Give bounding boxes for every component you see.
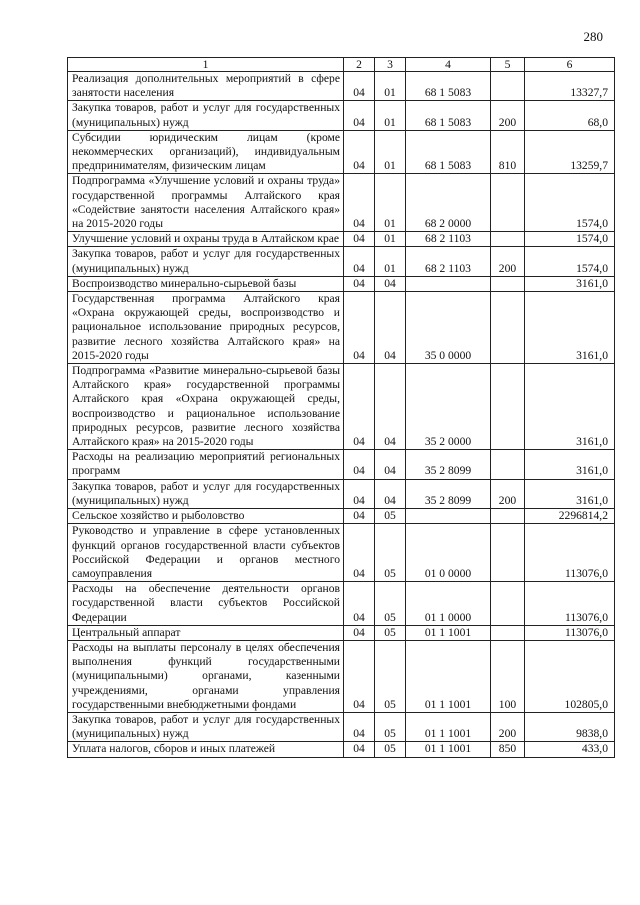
table-row <box>68 712 615 741</box>
table-row <box>68 101 615 130</box>
header-col-3: 3 <box>375 58 406 72</box>
row-section: 04 <box>344 640 375 712</box>
table-row <box>68 174 615 232</box>
header-col-6: 6 <box>525 58 615 72</box>
row-subsection: 05 <box>375 742 406 757</box>
table-row <box>68 640 615 712</box>
row-expense-type: 200 <box>491 247 525 276</box>
row-target-article: 01 1 1001 <box>406 625 491 640</box>
row-name: Воспроизводство минерально-сырьевой базы <box>68 276 344 291</box>
row-amount: 13259,7 <box>525 130 615 174</box>
row-expense-type <box>491 232 525 247</box>
table-row <box>68 276 615 291</box>
row-expense-type <box>491 174 525 232</box>
row-name: Закупка товаров, работ и услуг для государственных (муниципальных) нужд <box>68 479 344 508</box>
row-name: Расходы на обеспечение деятельности органов государственной власти субъектов Российской Федерации <box>68 582 344 626</box>
row-section: 04 <box>344 479 375 508</box>
row-section: 04 <box>344 72 375 101</box>
row-target-article: 01 1 0000 <box>406 582 491 626</box>
row-expense-type <box>491 292 525 364</box>
header-col-4: 4 <box>406 58 491 72</box>
table-row <box>68 232 615 247</box>
row-target-article: 35 2 8099 <box>406 450 491 479</box>
row-section: 04 <box>344 582 375 626</box>
row-section: 04 <box>344 742 375 757</box>
table-row <box>68 479 615 508</box>
row-name: Расходы на выплаты персоналу в целях обеспечения выполнения функций государственными (муниципальными) органами, казенными учреждениями, органами управления государственными внебюджетными фондами <box>68 640 344 712</box>
row-section: 04 <box>344 101 375 130</box>
row-name: Подпрограмма «Улучшение условий и охраны труда» государственной программы Алтайского края «Содействие занятости населения Алтайского края» на 2015-2020 годы <box>68 174 344 232</box>
page-number: 280 <box>583 29 603 44</box>
row-expense-type <box>491 509 525 524</box>
row-section: 04 <box>344 450 375 479</box>
row-subsection: 05 <box>375 509 406 524</box>
row-subsection: 04 <box>375 292 406 364</box>
row-amount: 3161,0 <box>525 479 615 508</box>
row-subsection: 01 <box>375 174 406 232</box>
row-expense-type <box>491 72 525 101</box>
row-target-article: 01 0 0000 <box>406 524 491 582</box>
header-col-5: 5 <box>491 58 525 72</box>
row-expense-type: 200 <box>491 712 525 741</box>
row-section: 04 <box>344 247 375 276</box>
row-name: Закупка товаров, работ и услуг для государственных (муниципальных) нужд <box>68 247 344 276</box>
row-target-article <box>406 276 491 291</box>
row-expense-type <box>491 625 525 640</box>
row-amount: 113076,0 <box>525 524 615 582</box>
row-target-article: 68 2 1103 <box>406 247 491 276</box>
table-row <box>68 742 615 757</box>
row-section: 04 <box>344 276 375 291</box>
table-row <box>68 130 615 174</box>
table-row <box>68 625 615 640</box>
row-subsection: 04 <box>375 364 406 450</box>
row-amount: 1574,0 <box>525 232 615 247</box>
row-subsection: 01 <box>375 232 406 247</box>
row-target-article <box>406 509 491 524</box>
row-expense-type: 850 <box>491 742 525 757</box>
row-amount: 68,0 <box>525 101 615 130</box>
table-row <box>68 364 615 450</box>
row-target-article: 01 1 1001 <box>406 640 491 712</box>
row-amount: 113076,0 <box>525 582 615 626</box>
row-amount: 3161,0 <box>525 364 615 450</box>
row-name: Расходы на реализацию мероприятий региональных программ <box>68 450 344 479</box>
row-section: 04 <box>344 232 375 247</box>
row-target-article: 35 0 0000 <box>406 292 491 364</box>
row-name: Субсидии юридическим лицам (кроме некоммерческих организаций), индивидуальным предпринимателям, физическим лицам <box>68 130 344 174</box>
row-amount: 102805,0 <box>525 640 615 712</box>
row-subsection: 01 <box>375 130 406 174</box>
row-amount: 1574,0 <box>525 247 615 276</box>
row-subsection: 04 <box>375 479 406 508</box>
row-name: Закупка товаров, работ и услуг для государственных (муниципальных) нужд <box>68 101 344 130</box>
row-name: Реализация дополнительных мероприятий в сфере занятости населения <box>68 72 344 101</box>
row-target-article: 01 1 1001 <box>406 742 491 757</box>
row-target-article: 35 2 8099 <box>406 479 491 508</box>
row-subsection: 04 <box>375 276 406 291</box>
row-amount: 3161,0 <box>525 292 615 364</box>
row-expense-type <box>491 582 525 626</box>
row-target-article: 68 1 5083 <box>406 72 491 101</box>
row-name: Руководство и управление в сфере установленных функций органов государственной власти субъектов Российской Федерации и органов местного самоуправления <box>68 524 344 582</box>
row-target-article: 68 1 5083 <box>406 101 491 130</box>
row-section: 04 <box>344 130 375 174</box>
table-row <box>68 72 615 101</box>
row-section: 04 <box>344 625 375 640</box>
row-subsection: 05 <box>375 625 406 640</box>
row-name: Подпрограмма «Развитие минерально-сырьевой базы Алтайского края» государственной программы Алтайского края «Охрана окружающей среды, воспроизводство и рациональное использование природных ресурсов, развитие лесного хозяйства Алтайского края» на 2015-2020 годы <box>68 364 344 450</box>
row-subsection: 01 <box>375 101 406 130</box>
row-subsection: 05 <box>375 712 406 741</box>
row-expense-type: 810 <box>491 130 525 174</box>
row-name: Улучшение условий и охраны труда в Алтайском крае <box>68 232 344 247</box>
row-amount: 2296814,2 <box>525 509 615 524</box>
row-amount: 3161,0 <box>525 450 615 479</box>
row-section: 04 <box>344 509 375 524</box>
header-col-2: 2 <box>344 58 375 72</box>
row-expense-type <box>491 364 525 450</box>
row-target-article: 01 1 1001 <box>406 712 491 741</box>
budget-table <box>67 57 615 758</box>
table-row <box>68 524 615 582</box>
row-name: Государственная программа Алтайского края «Охрана окружающей среды, воспроизводство и рациональное использование природных ресурсов, развитие лесного хозяйства Алтайского края» на 2015-2020 годы <box>68 292 344 364</box>
row-target-article: 68 1 5083 <box>406 130 491 174</box>
row-amount: 113076,0 <box>525 625 615 640</box>
row-expense-type <box>491 450 525 479</box>
row-section: 04 <box>344 364 375 450</box>
table-row <box>68 247 615 276</box>
row-expense-type: 200 <box>491 479 525 508</box>
row-name: Закупка товаров, работ и услуг для государственных (муниципальных) нужд <box>68 712 344 741</box>
row-amount: 433,0 <box>525 742 615 757</box>
row-amount: 13327,7 <box>525 72 615 101</box>
column-numbers-header <box>68 58 615 72</box>
row-amount: 1574,0 <box>525 174 615 232</box>
table-row <box>68 450 615 479</box>
row-subsection: 05 <box>375 524 406 582</box>
row-subsection: 04 <box>375 450 406 479</box>
row-name: Центральный аппарат <box>68 625 344 640</box>
row-target-article: 68 2 1103 <box>406 232 491 247</box>
row-expense-type <box>491 276 525 291</box>
row-section: 04 <box>344 292 375 364</box>
row-name: Сельское хозяйство и рыболовство <box>68 509 344 524</box>
table-row <box>68 509 615 524</box>
row-subsection: 05 <box>375 640 406 712</box>
row-subsection: 01 <box>375 72 406 101</box>
row-expense-type <box>491 524 525 582</box>
table-row <box>68 292 615 364</box>
row-name: Уплата налогов, сборов и иных платежей <box>68 742 344 757</box>
row-subsection: 01 <box>375 247 406 276</box>
table-row <box>68 582 615 626</box>
row-target-article: 68 2 0000 <box>406 174 491 232</box>
header-col-1: 1 <box>68 58 344 72</box>
row-subsection: 05 <box>375 582 406 626</box>
row-amount: 9838,0 <box>525 712 615 741</box>
row-amount: 3161,0 <box>525 276 615 291</box>
row-section: 04 <box>344 524 375 582</box>
row-target-article: 35 2 0000 <box>406 364 491 450</box>
row-expense-type: 200 <box>491 101 525 130</box>
row-section: 04 <box>344 174 375 232</box>
row-expense-type: 100 <box>491 640 525 712</box>
row-section: 04 <box>344 712 375 741</box>
